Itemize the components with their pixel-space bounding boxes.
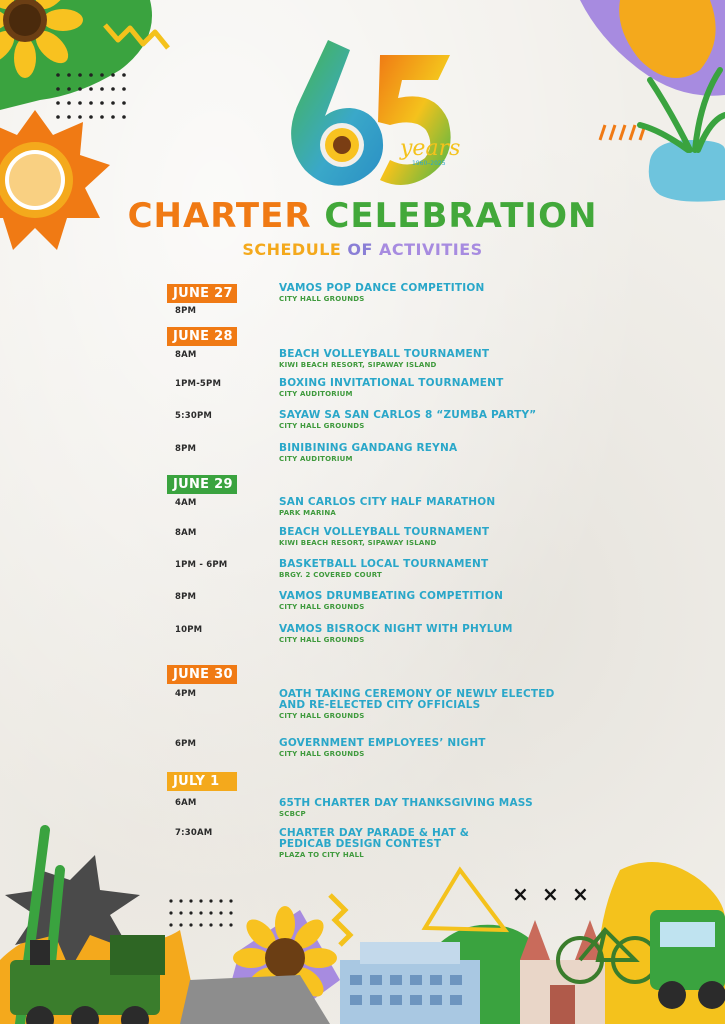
event-venue: SCBCP — [279, 810, 306, 818]
65-years-logo-icon — [270, 30, 500, 200]
event-title: GOVERNMENT EMPLOYEES’ NIGHT — [279, 737, 486, 749]
event-time: 7:30AM — [175, 828, 213, 838]
event-time: 8AM — [175, 528, 197, 538]
dot-grid-decoration — [168, 898, 238, 933]
event-venue: BRGY. 2 COVERED COURT — [279, 571, 382, 579]
event-venue: CITY AUDITORIUM — [279, 390, 353, 398]
event-time: 4PM — [175, 689, 197, 699]
zigzag-icon — [330, 895, 350, 945]
event-time: 1PM - 6PM — [175, 560, 228, 570]
page-subtitle — [0, 240, 725, 259]
event-title: BASKETBALL LOCAL TOURNAMENT — [279, 558, 489, 570]
event-title: SAYAW SA SAN CARLOS 8 “ZUMBA PARTY” — [279, 409, 537, 421]
event-time: 10PM — [175, 625, 203, 635]
event-title: BEACH VOLLEYBALL TOURNAMENT — [279, 348, 490, 360]
triangle-outline-icon — [425, 870, 505, 930]
city-hall-building-icon — [340, 942, 480, 1024]
event-title: BINIBINING GANDANG REYNA — [279, 442, 458, 454]
event-time: 8PM — [175, 592, 197, 602]
dot-grid-decoration — [55, 72, 135, 122]
event-title: VAMOS BISROCK NIGHT WITH PHYLUM — [279, 623, 513, 635]
event-time: 1PM-5PM — [175, 379, 222, 389]
x-mark-icon: × — [572, 882, 589, 906]
title-word-charter: CHARTER — [127, 196, 312, 236]
date-badge-june-29: JUNE 29 — [167, 475, 237, 494]
event-title: VAMOS DRUMBEATING COMPETITION — [279, 590, 504, 602]
x-mark-icon: × — [512, 882, 529, 906]
event-time: 8PM — [175, 306, 197, 316]
event-title: BOXING INVITATIONAL TOURNAMENT — [279, 377, 504, 389]
date-badge-july-1: JULY 1 — [167, 772, 237, 791]
event-title: VAMOS POP DANCE COMPETITION — [279, 282, 485, 294]
subtitle-of: OF — [347, 240, 373, 259]
event-time: 8AM — [175, 350, 197, 360]
event-venue: PARK MARINA — [279, 509, 337, 517]
svg-text:1960–2025: 1960–2025 — [412, 160, 446, 167]
x-mark-icon: × — [542, 882, 559, 906]
event-venue: CITY HALL GROUNDS — [279, 603, 365, 611]
event-venue: KIWI BEACH RESORT, SIPAWAY ISLAND — [279, 539, 437, 547]
bottom-collage-decoration — [0, 810, 725, 1024]
event-title: SAN CARLOS CITY HALF MARATHON — [279, 496, 496, 508]
event-venue: CITY HALL GROUNDS — [279, 636, 365, 644]
event-time: 6AM — [175, 798, 197, 808]
event-venue: CITY AUDITORIUM — [279, 455, 353, 463]
event-venue: CITY HALL GROUNDS — [279, 422, 365, 430]
subtitle-activities: ACTIVITIES — [379, 240, 483, 259]
subtitle-schedule: SCHEDULE — [242, 240, 342, 259]
event-title: 65TH CHARTER DAY THANKSGIVING MASS — [279, 797, 533, 809]
event-venue: PLAZA TO CITY HALL — [279, 851, 364, 859]
event-venue: CITY HALL GROUNDS — [279, 712, 365, 720]
event-time: 4AM — [175, 498, 197, 508]
event-venue: CITY HALL GROUNDS — [279, 750, 365, 758]
title-word-celebration: CELEBRATION — [324, 196, 598, 236]
page-title — [0, 196, 725, 236]
svg-text:years: years — [400, 136, 461, 161]
event-time: 8PM — [175, 444, 197, 454]
event-title-line2: AND RE-ELECTED CITY OFFICIALS — [279, 699, 481, 711]
event-title-line2: PEDICAB DESIGN CONTEST — [279, 838, 442, 850]
event-title: OATH TAKING CEREMONY OF NEWLY ELECTED — [279, 688, 555, 700]
date-badge-june-28: JUNE 28 — [167, 327, 237, 346]
date-badge-june-30: JUNE 30 — [167, 665, 237, 684]
event-time: 6PM — [175, 739, 197, 749]
top-right-decoration — [560, 0, 725, 210]
date-badge-june-27: JUNE 27 — [167, 284, 237, 303]
event-time: 5:30PM — [175, 411, 213, 421]
event-title: CHARTER DAY PARADE & HAT & — [279, 827, 470, 839]
event-title: BEACH VOLLEYBALL TOURNAMENT — [279, 526, 490, 538]
event-venue: CITY HALL GROUNDS — [279, 295, 365, 303]
event-venue: KIWI BEACH RESORT, SIPAWAY ISLAND — [279, 361, 437, 369]
